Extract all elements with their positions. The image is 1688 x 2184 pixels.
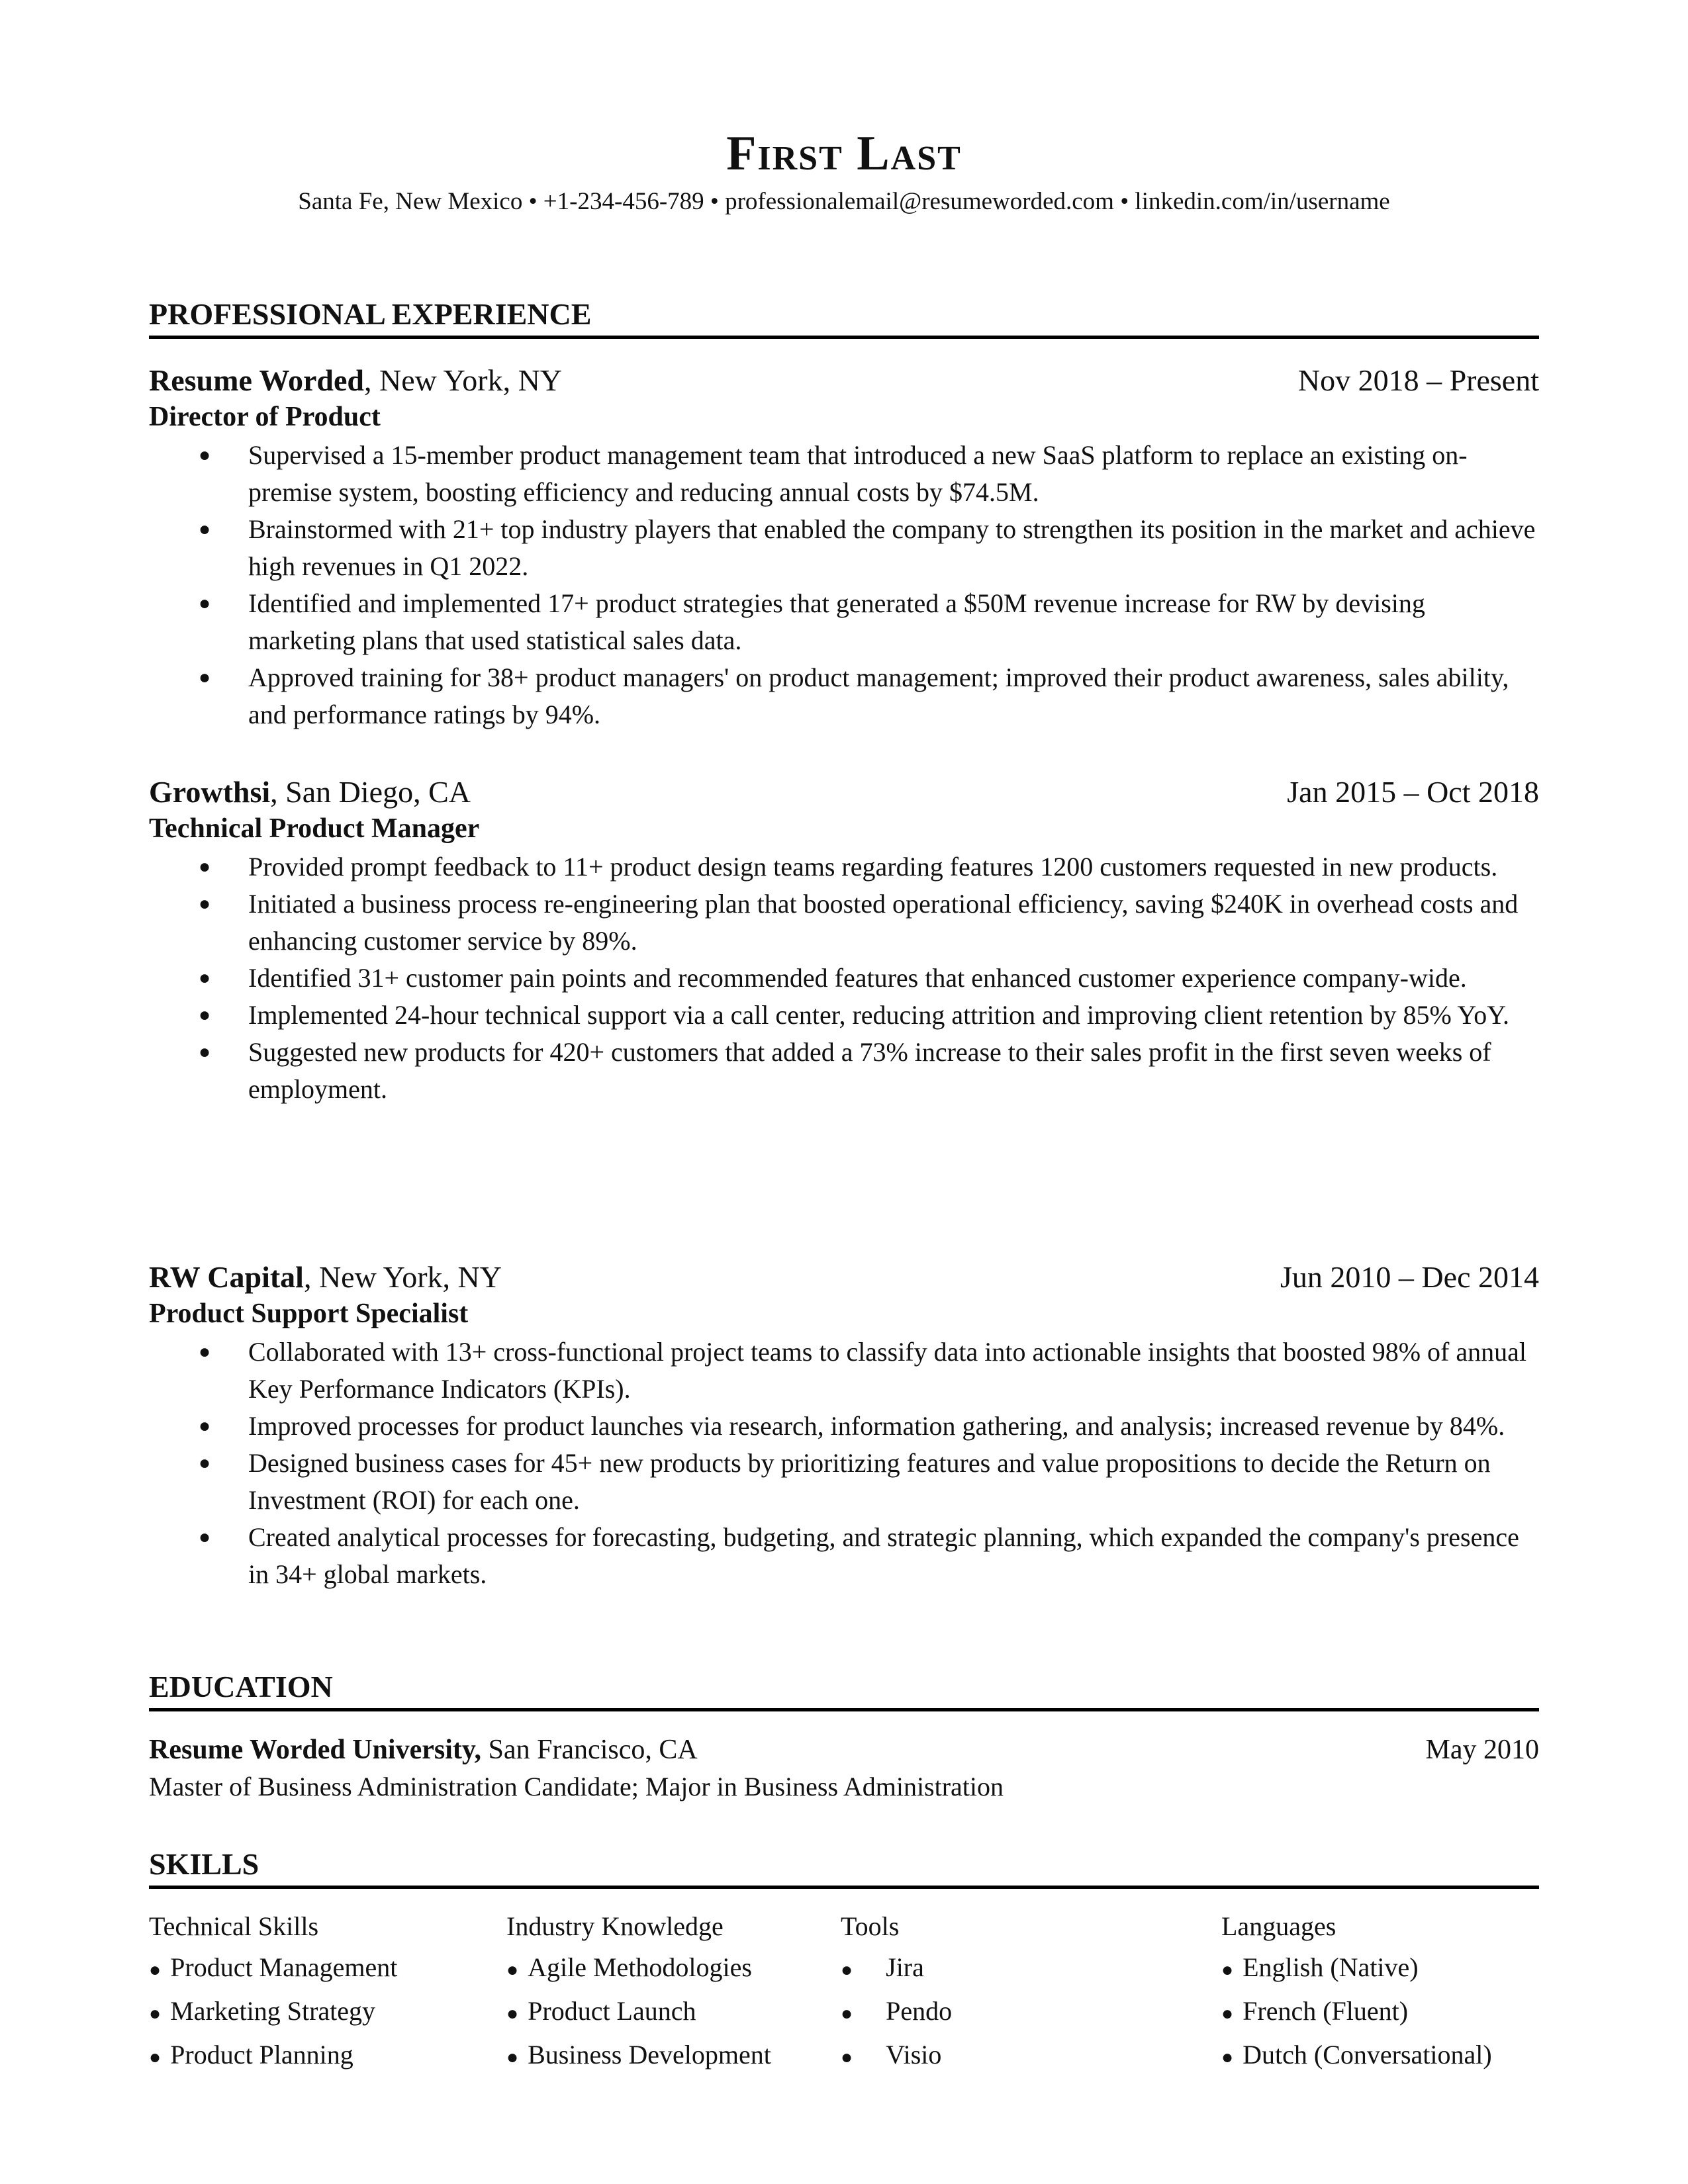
bullet-icon: ● bbox=[1221, 2003, 1234, 2025]
job-header bbox=[149, 363, 1539, 398]
company-name: Growthsi bbox=[149, 775, 271, 809]
company-location: , New York, NY bbox=[303, 1260, 502, 1294]
skill-item: ● Agile Methodologies bbox=[506, 1952, 752, 1982]
bullet-icon: ● bbox=[841, 2046, 853, 2068]
bullet-icon: ● bbox=[506, 2003, 519, 2025]
skill-item: ● French (Fluent) bbox=[1221, 1996, 1409, 2026]
bullet-icon: ● bbox=[199, 444, 211, 466]
bullet-icon: ● bbox=[149, 1959, 162, 1981]
candidate-name: First Last bbox=[726, 126, 962, 181]
bullet-icon: ● bbox=[199, 1526, 211, 1548]
job-dates: Jun 2010 – Dec 2014 bbox=[1280, 1260, 1539, 1294]
job-role: Director of Product bbox=[149, 402, 381, 432]
job-header bbox=[149, 1259, 1539, 1295]
job-bullets bbox=[149, 848, 1539, 1108]
bullet-icon: ● bbox=[149, 2003, 162, 2025]
skill-item: ● Product Launch bbox=[506, 1996, 696, 2026]
list-item: ● Provided prompt feedback to 11+ product design teams regarding features 1200 customers requested in new products. bbox=[149, 848, 1539, 886]
section-title-skills: SKILLS bbox=[149, 1846, 1539, 1889]
bullet-icon: ● bbox=[199, 1452, 211, 1474]
bullet-icon: ● bbox=[149, 2046, 162, 2068]
bullet-icon: ● bbox=[199, 592, 211, 614]
bullet-icon: ● bbox=[199, 1004, 211, 1026]
job-role: Product Support Specialist bbox=[149, 1298, 469, 1329]
skill-item: ● Visio bbox=[841, 2040, 942, 2070]
bullet-icon: ● bbox=[841, 2003, 853, 2025]
job-dates: Jan 2015 – Oct 2018 bbox=[1287, 775, 1539, 809]
list-item: ● Initiated a business process re-engineering plan that boosted operational efficiency, saving $240K in overhead costs and enhancing customer service by 89%. bbox=[149, 886, 1539, 960]
company-location: , San Diego, CA bbox=[270, 775, 471, 809]
education-header bbox=[149, 1734, 1539, 1766]
list-item: ● Suggested new products for 420+ customers that added a 73% increase to their sales profit in the first seven weeks of employment. bbox=[149, 1034, 1539, 1108]
list-item: ● Created analytical processes for forecasting, budgeting, and strategic planning, which expanded the company's presence in 34+ global markets. bbox=[149, 1519, 1539, 1593]
list-item: ● Identified and implemented 17+ product strategies that generated a $50M revenue increase for RW by devising marketing plans that used statistical sales data. bbox=[149, 585, 1539, 659]
bullet-icon: ● bbox=[199, 967, 211, 989]
company-name: Resume Worded bbox=[149, 363, 364, 397]
bullet-icon: ● bbox=[199, 1341, 211, 1363]
list-item: ● Collaborated with 13+ cross-functional project teams to classify data into actionable insights that boosted 98% of annual Key Performance Indicators (KPIs). bbox=[149, 1334, 1539, 1408]
bullet-icon: ● bbox=[506, 2046, 519, 2068]
list-item: ● Designed business cases for 45+ new products by prioritizing features and value propositions to decide the Return on Investment (ROI) for each one. bbox=[149, 1445, 1539, 1519]
list-item: ● Approved training for 38+ product managers' on product management; improved their product awareness, sales ability, and performance ratings by 94%. bbox=[149, 659, 1539, 733]
company-location: , New York, NY bbox=[364, 363, 563, 397]
bullet-icon: ● bbox=[199, 893, 211, 915]
job-bullets bbox=[149, 1334, 1539, 1593]
skill-column-languages bbox=[1221, 1906, 1492, 2078]
contact-line: Santa Fe, New Mexico • +1-234-456-789 • professionalemail@resumeworded.com • linkedin.com/in/username bbox=[298, 188, 1390, 215]
job-dates: Nov 2018 – Present bbox=[1297, 363, 1539, 397]
skill-column-tools bbox=[841, 1906, 952, 2078]
bullet-icon: ● bbox=[199, 1415, 211, 1437]
list-item: ● Brainstormed with 21+ top industry players that enabled the company to strengthen its position in the market and achieve high revenues in Q1 2022. bbox=[149, 511, 1539, 585]
bullet-icon: ● bbox=[199, 666, 211, 688]
graduation-date: May 2010 bbox=[1425, 1735, 1539, 1765]
bullet-icon: ● bbox=[199, 1041, 211, 1063]
bullet-icon: ● bbox=[199, 518, 211, 540]
school-name: Resume Worded University, bbox=[149, 1735, 482, 1765]
list-item: ● Implemented 24-hour technical support via a call center, reducing attrition and improving client retention by 85% YoY. bbox=[149, 997, 1539, 1034]
skill-item: ● Dutch (Conversational) bbox=[1221, 2040, 1492, 2070]
skill-item: ● Pendo bbox=[841, 1996, 953, 2026]
company-name: RW Capital bbox=[149, 1260, 304, 1294]
section-title-education: EDUCATION bbox=[149, 1669, 1539, 1711]
skill-column-header: Technical Skills bbox=[149, 1911, 319, 1941]
bullet-icon: ● bbox=[506, 1959, 519, 1981]
skill-item: ● Business Development bbox=[506, 2040, 771, 2070]
degree: Master of Business Administration Candidate; Major in Business Administration bbox=[149, 1772, 1004, 1801]
skill-item: ● English (Native) bbox=[1221, 1952, 1419, 1982]
skill-item: ● Product Management bbox=[149, 1952, 398, 1982]
bullet-icon: ● bbox=[1221, 2046, 1234, 2068]
skill-column-technical bbox=[149, 1906, 397, 2078]
job-header bbox=[149, 774, 1539, 809]
skill-column-header: Languages bbox=[1221, 1911, 1336, 1941]
bullet-icon: ● bbox=[199, 856, 211, 878]
skill-column-header: Tools bbox=[841, 1911, 900, 1941]
skill-column-header: Industry Knowledge bbox=[506, 1911, 724, 1941]
job-bullets bbox=[149, 437, 1539, 733]
school-location: San Francisco, CA bbox=[481, 1735, 698, 1765]
skill-item: ● Product Planning bbox=[149, 2040, 353, 2070]
list-item: ● Improved processes for product launches via research, information gathering, and analysis; increased revenue by 84%. bbox=[149, 1408, 1539, 1445]
section-title-experience: PROFESSIONAL EXPERIENCE bbox=[149, 296, 1539, 339]
job-role: Technical Product Manager bbox=[149, 813, 480, 844]
bullet-icon: ● bbox=[1221, 1959, 1234, 1981]
skill-column-industry bbox=[506, 1906, 771, 2078]
list-item: ● Identified 31+ customer pain points and recommended features that enhanced customer experience company-wide. bbox=[149, 960, 1539, 997]
skill-item: ● Marketing Strategy bbox=[149, 1996, 376, 2026]
bullet-icon: ● bbox=[841, 1959, 853, 1981]
list-item: ● Supervised a 15-member product management team that introduced a new SaaS platform to replace an existing on-premise system, boosting efficiency and reducing annual costs by $74.5M. bbox=[149, 437, 1539, 511]
skill-item: ● Jira bbox=[841, 1952, 924, 1982]
